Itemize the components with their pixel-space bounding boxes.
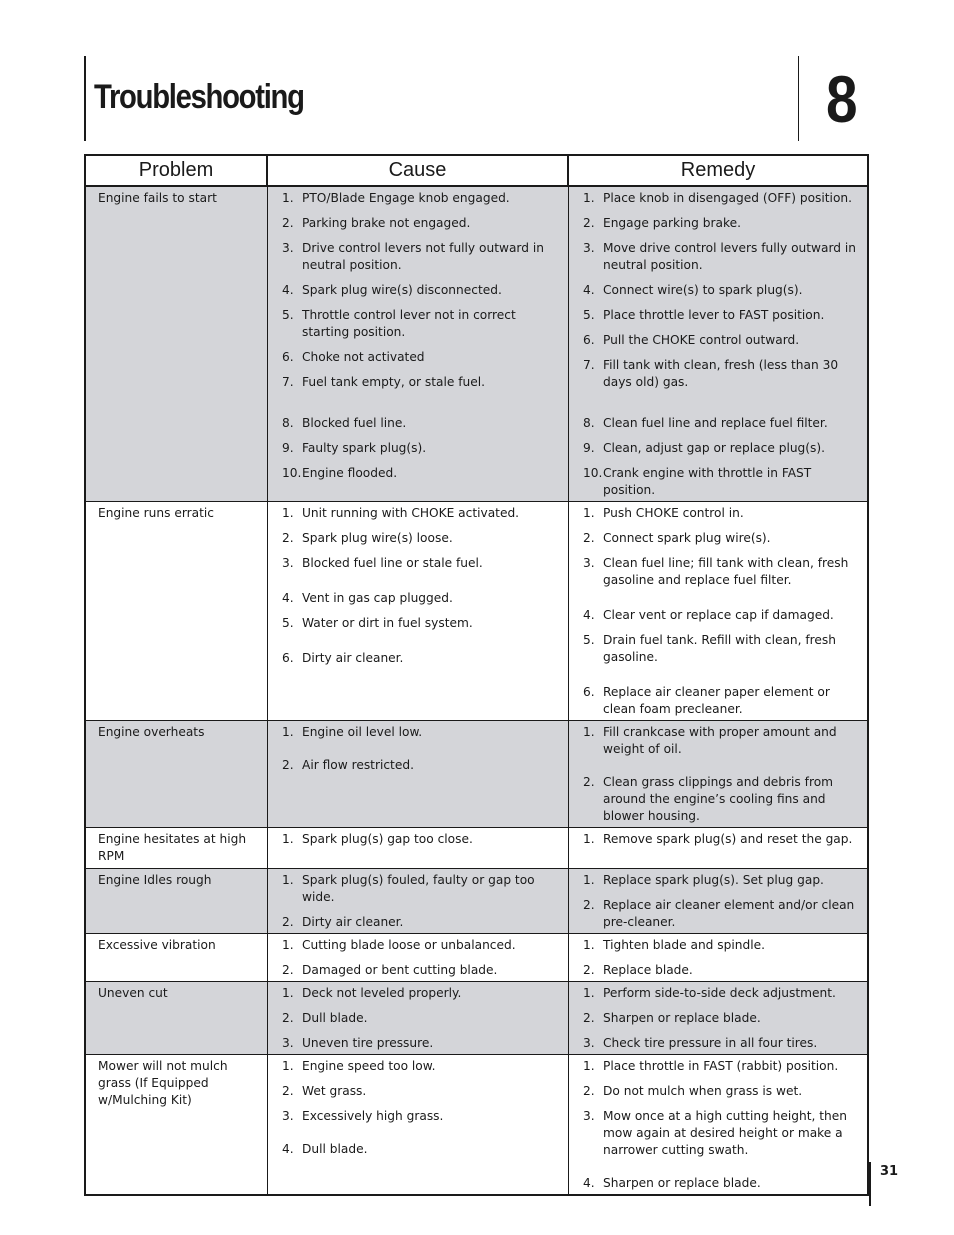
remedy-text: Place knob in disengaged (OFF) position.: [603, 191, 852, 205]
item-number: 5.: [583, 308, 595, 322]
remedy-cell: [569, 1055, 867, 1194]
cause-cell: [268, 502, 569, 720]
remedy-text: Clean grass clippings and debris from around the engine’s cooling fins and blower housing.: [603, 775, 834, 823]
item-number: 2.: [282, 216, 294, 230]
item-number: 1.: [282, 1059, 294, 1073]
item-number: 10.: [583, 466, 603, 480]
cause-cell: [268, 869, 569, 933]
item-number: 6.: [583, 333, 595, 347]
item-number: 1.: [282, 191, 294, 205]
item-number: 4.: [583, 283, 595, 297]
cause-text: Drive control levers not fully outward in neutral position.: [302, 241, 544, 272]
item-number: 3.: [282, 1036, 294, 1050]
item-number: 5.: [282, 616, 294, 630]
remedy-list-item: [583, 190, 863, 207]
item-number: 1.: [583, 832, 595, 846]
table-row: [86, 502, 867, 721]
cause-text: Parking brake not engaged.: [302, 216, 471, 230]
table-row: [86, 187, 867, 502]
cause-list-item: [282, 724, 562, 741]
problem-cell: Engine fails to start: [86, 187, 268, 501]
remedy-list-item: [583, 724, 863, 758]
remedy-list-item: [583, 357, 863, 391]
remedy-text: Replace blade.: [603, 963, 693, 977]
remedy-text: Sharpen or replace blade.: [603, 1011, 761, 1025]
cause-text: Engine speed too low.: [302, 1059, 436, 1073]
remedy-list-item: [583, 332, 863, 349]
item-number: 4.: [583, 608, 595, 622]
cause-text: Dirty air cleaner.: [302, 651, 404, 665]
remedy-list-item: [583, 632, 863, 666]
item-number: 2.: [583, 775, 595, 789]
item-number: 7.: [583, 358, 595, 372]
remedy-list-item: [583, 872, 863, 889]
item-number: 2.: [282, 1084, 294, 1098]
item-number: 1.: [282, 832, 294, 846]
cause-list-item: [282, 757, 562, 774]
item-number: 9.: [282, 441, 294, 455]
remedy-list-item: [583, 774, 863, 825]
remedy-list-item: [583, 307, 863, 324]
header-problem: Problem: [86, 156, 268, 185]
item-number: 2.: [282, 963, 294, 977]
item-number: 9.: [583, 441, 595, 455]
cause-text: Air flow restricted.: [302, 758, 414, 772]
cause-text: Dirty air cleaner.: [302, 915, 404, 929]
table-row: [86, 1055, 867, 1194]
remedy-text: Remove spark plug(s) and reset the gap.: [603, 832, 853, 846]
remedy-text: Engage parking brake.: [603, 216, 741, 230]
item-number: 1.: [282, 506, 294, 520]
item-number: 4.: [583, 1176, 595, 1190]
item-number: 2.: [282, 758, 294, 772]
remedy-cell: [569, 187, 867, 501]
problem-cell: Engine runs erratic: [86, 502, 268, 720]
cause-list-item: [282, 440, 562, 457]
problem-cell: Excessive vibration: [86, 934, 268, 981]
item-number: 1.: [583, 506, 595, 520]
cause-text: Uneven tire pressure.: [302, 1036, 434, 1050]
cause-text: Spark plug(s) fouled, faulty or gap too wide.: [302, 873, 535, 904]
cause-list-item: [282, 555, 562, 572]
remedy-text: Clear vent or replace cap if damaged.: [603, 608, 834, 622]
cause-list-item: [282, 1035, 562, 1052]
item-number: 1.: [282, 725, 294, 739]
cause-list-item: [282, 282, 562, 299]
item-number: 5.: [282, 308, 294, 322]
item-number: 4.: [282, 283, 294, 297]
cause-list-item: [282, 215, 562, 232]
cause-text: Wet grass.: [302, 1084, 367, 1098]
item-number: 1.: [583, 873, 595, 887]
remedy-list-item: [583, 684, 863, 718]
cause-list-item: [282, 1058, 562, 1075]
remedy-text: Pull the CHOKE control outward.: [603, 333, 800, 347]
cause-list-item: [282, 1141, 562, 1158]
remedy-list-item: [583, 607, 863, 624]
item-number: 6.: [282, 651, 294, 665]
problem-cell: Mower will not mulch grass (If Equipped w/Mulching Kit): [86, 1055, 268, 1194]
item-number: 2.: [282, 1011, 294, 1025]
item-number: 1.: [282, 938, 294, 952]
remedy-text: Drain fuel tank. Refill with clean, fresh gasoline.: [603, 633, 837, 664]
table-row: [86, 828, 867, 869]
cause-list-item: [282, 1010, 562, 1027]
page-title: Troubleshooting: [94, 78, 304, 116]
remedy-list-item: [583, 962, 863, 979]
cause-text: Spark plug wire(s) disconnected.: [302, 283, 502, 297]
cause-cell: [268, 982, 569, 1054]
item-number: 1.: [583, 1059, 595, 1073]
remedy-list-item: [583, 215, 863, 232]
remedy-text: Sharpen or replace blade.: [603, 1176, 761, 1190]
cause-text: Fuel tank empty, or stale fuel.: [302, 375, 486, 389]
remedy-cell: [569, 502, 867, 720]
item-number: 8.: [583, 416, 595, 430]
remedy-list-item: [583, 505, 863, 522]
remedy-list-item: [583, 897, 863, 931]
remedy-text: Perform side-to-side deck adjustment.: [603, 986, 836, 1000]
page-number-rule: [869, 1162, 871, 1206]
item-number: 7.: [282, 375, 294, 389]
cause-list-item: [282, 240, 562, 274]
chapter-number: 8: [826, 62, 858, 136]
remedy-list-item: [583, 1010, 863, 1027]
cause-list-item: [282, 985, 562, 1002]
problem-cell: Engine Idles rough: [86, 869, 268, 933]
table-row: [86, 869, 867, 934]
cause-text: Excessively high grass.: [302, 1109, 444, 1123]
cause-cell: [268, 721, 569, 827]
item-number: 3.: [282, 1109, 294, 1123]
remedy-list-item: [583, 530, 863, 547]
remedy-text: Push CHOKE control in.: [603, 506, 744, 520]
remedy-list-item: [583, 1175, 863, 1192]
cause-list-item: [282, 415, 562, 432]
item-number: 10.: [282, 466, 302, 480]
remedy-list-item: [583, 282, 863, 299]
item-number: 2.: [583, 963, 595, 977]
item-number: 2.: [583, 216, 595, 230]
cause-list-item: [282, 1083, 562, 1100]
left-header-rule: [84, 56, 86, 141]
cause-text: Engine flooded.: [302, 466, 398, 480]
cause-text: Dull blade.: [302, 1011, 368, 1025]
cause-text: Cutting blade loose or unbalanced.: [302, 938, 516, 952]
header-remedy: Remedy: [680, 159, 756, 181]
item-number: 1.: [282, 873, 294, 887]
remedy-text: Check tire pressure in all four tires.: [603, 1036, 818, 1050]
item-number: 2.: [282, 531, 294, 545]
remedy-list-item: [583, 1058, 863, 1075]
remedy-list-item: [583, 465, 863, 499]
remedy-text: Clean, adjust gap or replace plug(s).: [603, 441, 826, 455]
table-row: [86, 934, 867, 982]
table-header: [86, 156, 867, 187]
item-number: 1.: [583, 986, 595, 1000]
item-number: 2.: [583, 1084, 595, 1098]
header-cause: Cause: [268, 156, 569, 185]
item-number: 4.: [282, 591, 294, 605]
item-number: 3.: [583, 241, 595, 255]
item-number: 3.: [583, 1109, 595, 1123]
remedy-list-item: [583, 985, 863, 1002]
cause-cell: [268, 1055, 569, 1194]
item-number: 3.: [282, 241, 294, 255]
remedy-list-item: [583, 831, 863, 848]
cause-cell: [268, 828, 569, 868]
remedy-cell: [569, 721, 867, 827]
remedy-text: Tighten blade and spindle.: [603, 938, 765, 952]
remedy-list-item: [583, 555, 863, 589]
cause-list-item: [282, 307, 562, 341]
remedy-cell: [569, 982, 867, 1054]
cause-text: Throttle control lever not in correct starting position.: [302, 308, 516, 339]
item-number: 8.: [282, 416, 294, 430]
cause-text: Blocked fuel line or stale fuel.: [302, 556, 483, 570]
right-header-rule: [798, 56, 799, 141]
remedy-list-item: [583, 415, 863, 432]
cause-text: Engine oil level low.: [302, 725, 423, 739]
remedy-text: Move drive control levers fully outward in neutral position.: [603, 241, 857, 272]
cause-text: Dull blade.: [302, 1142, 368, 1156]
remedy-list-item: [583, 937, 863, 954]
cause-text: Spark plug wire(s) loose.: [302, 531, 453, 545]
item-number: 1.: [583, 191, 595, 205]
cause-list-item: [282, 374, 562, 391]
cause-text: Unit running with CHOKE activated.: [302, 506, 520, 520]
item-number: 1.: [583, 725, 595, 739]
cause-list-item: [282, 349, 562, 366]
remedy-cell: [569, 828, 867, 868]
cause-text: Deck not leveled properly.: [302, 986, 462, 1000]
cause-cell: [268, 187, 569, 501]
item-number: 3.: [583, 1036, 595, 1050]
remedy-text: Fill tank with clean, fresh (less than 30 days old) gas.: [603, 358, 839, 389]
cause-cell: [268, 934, 569, 981]
remedy-list-item: [583, 440, 863, 457]
item-number: 2.: [583, 531, 595, 545]
cause-list-item: [282, 505, 562, 522]
remedy-text: Do not mulch when grass is wet.: [603, 1084, 803, 1098]
remedy-text: Replace air cleaner element and/or clean pre-cleaner.: [603, 898, 855, 929]
remedy-text: Replace spark plug(s). Set plug gap.: [603, 873, 824, 887]
cause-text: Choke not activated: [302, 350, 425, 364]
cause-text: Vent in gas cap plugged.: [302, 591, 453, 605]
cause-list-item: [282, 650, 562, 667]
remedy-text: Place throttle lever to FAST position.: [603, 308, 825, 322]
problem-cell: Engine overheats: [86, 721, 268, 827]
remedy-text: Mow once at a high cutting height, then mow again at desired height or make a narrower cutting swath.: [603, 1109, 847, 1157]
cause-list-item: [282, 465, 562, 482]
table-row: [86, 982, 867, 1055]
remedy-list-item: [583, 1108, 863, 1159]
remedy-text: Connect spark plug wire(s).: [603, 531, 771, 545]
troubleshooting-table: [84, 154, 869, 1196]
cause-list-item: [282, 590, 562, 607]
cause-text: Water or dirt in fuel system.: [302, 616, 473, 630]
cause-list-item: [282, 615, 562, 632]
cause-list-item: [282, 1108, 562, 1125]
item-number: 6.: [282, 350, 294, 364]
cause-list-item: [282, 872, 562, 906]
remedy-text: Connect wire(s) to spark plug(s).: [603, 283, 803, 297]
cause-text: Damaged or bent cutting blade.: [302, 963, 498, 977]
cause-list-item: [282, 937, 562, 954]
item-number: 6.: [583, 685, 595, 699]
page-number: 31: [880, 1164, 899, 1179]
cause-text: PTO/Blade Engage knob engaged.: [302, 191, 510, 205]
remedy-text: Clean fuel line and replace fuel filter.: [603, 416, 828, 430]
cause-list-item: [282, 962, 562, 979]
remedy-text: Fill crankcase with proper amount and weight of oil.: [603, 725, 837, 756]
item-number: 1.: [583, 938, 595, 952]
cause-text: Faulty spark plug(s).: [302, 441, 427, 455]
remedy-list-item: [583, 1083, 863, 1100]
remedy-cell: [569, 869, 867, 933]
item-number: 3.: [583, 556, 595, 570]
cause-list-item: [282, 831, 562, 848]
cause-list-item: [282, 914, 562, 931]
remedy-list-item: [583, 1035, 863, 1052]
remedy-text: Replace air cleaner paper element or clean foam precleaner.: [603, 685, 830, 716]
problem-cell: Uneven cut: [86, 982, 268, 1054]
remedy-list-item: [583, 240, 863, 274]
cause-text: Blocked fuel line.: [302, 416, 407, 430]
item-number: 3.: [282, 556, 294, 570]
table-body: [86, 187, 867, 1194]
table-row: [86, 721, 867, 828]
item-number: 4.: [282, 1142, 294, 1156]
item-number: 2.: [583, 898, 595, 912]
cause-text: Spark plug(s) gap too close.: [302, 832, 473, 846]
remedy-text: Crank engine with throttle in FAST position.: [603, 466, 812, 497]
cause-list-item: [282, 190, 562, 207]
item-number: 1.: [282, 986, 294, 1000]
cause-list-item: [282, 530, 562, 547]
item-number: 2.: [583, 1011, 595, 1025]
remedy-cell: [569, 934, 867, 981]
remedy-text: Clean fuel line; fill tank with clean, fresh gasoline and replace fuel filter.: [603, 556, 849, 587]
problem-cell: Engine hesitates at high RPM: [86, 828, 268, 868]
item-number: 2.: [282, 915, 294, 929]
item-number: 5.: [583, 633, 595, 647]
remedy-text: Place throttle in FAST (rabbit) position.: [603, 1059, 839, 1073]
